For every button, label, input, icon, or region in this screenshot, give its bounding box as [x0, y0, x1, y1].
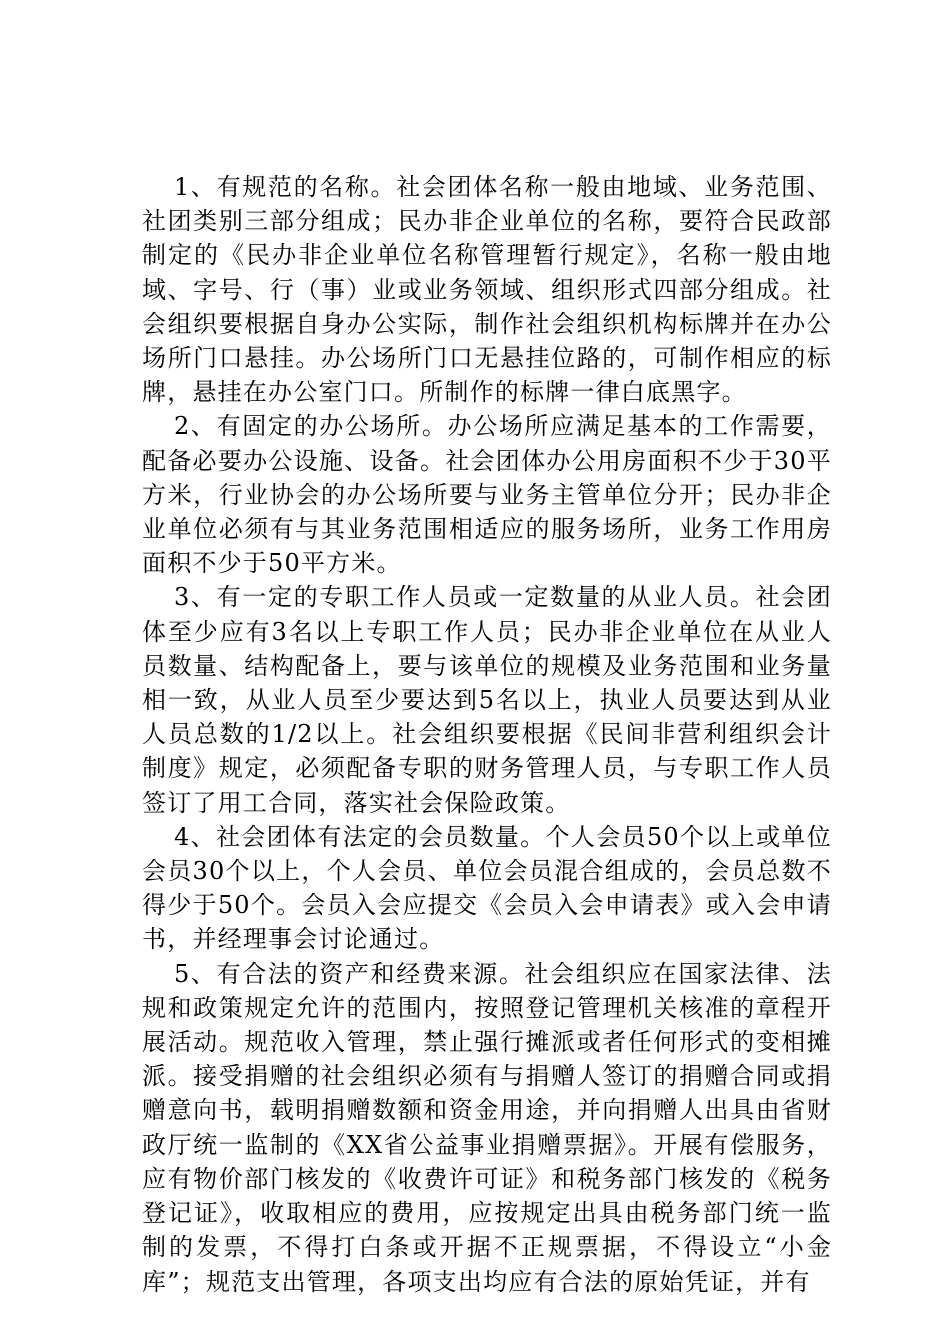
paragraph-4-membership: 4、社会团体有法定的会员数量。个人会员50个以上或单位会员30个以上，个人会员、单位会员混合组成的，会员总数不得少于50个。会员入会应提交《会员入会申请表》或入会申请书，并经理事会讨论通过。 — [142, 822, 832, 954]
paragraph-3-staffing: 3、有一定的专职工作人员或一定数量的从业人员。社会团体至少应有3名以上专职工作人员；民办非企业单位在从业人员数量、结构配备上，要与该单位的规模及业务范围和业务量相一致，从业人员至少要达到5名以上，执业人员要达到从业人员总数的1/2以上。社会组织要根据《民间非营利组织会计制度》规定，必须配备专职的财务管理人员，与专职工作人员签订了用工合同，落实社会保险政策。 — [142, 583, 832, 817]
paragraph-1-name-requirements: 1、有规范的名称。社会团体名称一般由地域、业务范围、社团类别三部分组成；民办非企业单位的名称，要符合民政部制定的《民办非企业单位名称管理暂行规定》，名称一般由地域、字号、行（事）业或业务领域、组织形式四部分组成。社会组织要根据自身办公实际，制作社会组织机构标牌并在办公场所门口悬挂。办公场所门口无悬挂位路的，可制作相应的标牌，悬挂在办公室门口。所制作的标牌一律白底黑字。 — [142, 173, 832, 407]
paragraph-2-office-premises: 2、有固定的办公场所。办公场所应满足基本的工作需要，配备必要办公设施、设备。社会团体办公用房面积不少于30平方米，行业协会的办公场所要与业务主管单位分开；民办非企业单位必须有与其业务范围相适应的服务场所，业务工作用房面积不少于50平方米。 — [142, 412, 832, 578]
document-body — [142, 170, 832, 1299]
paragraph-5-assets-funding: 5、有合法的资产和经费来源。社会组织应在国家法律、法规和政策规定允许的范围内，按照登记管理机关核准的章程开展活动。规范收入管理，禁止强行摊派或者任何形式的变相摊派。接受捐赠的社会组织必须有与捐赠人签订的捐赠合同或捐赠意向书，载明捐赠数额和资金用途，并向捐赠人出具由省财政厅统一监制的《XX省公益事业捐赠票据》。开展有偿服务，应有物价部门核发的《收费许可证》和税务部门核发的《税务登记证》，收取相应的费用，应按规定出具由税务部门统一监制的发票，不得打白条或开据不正规票据，不得设立“小金库”；规范支出管理，各项支出均应有合法的原始凭证，并有 — [142, 959, 832, 1296]
